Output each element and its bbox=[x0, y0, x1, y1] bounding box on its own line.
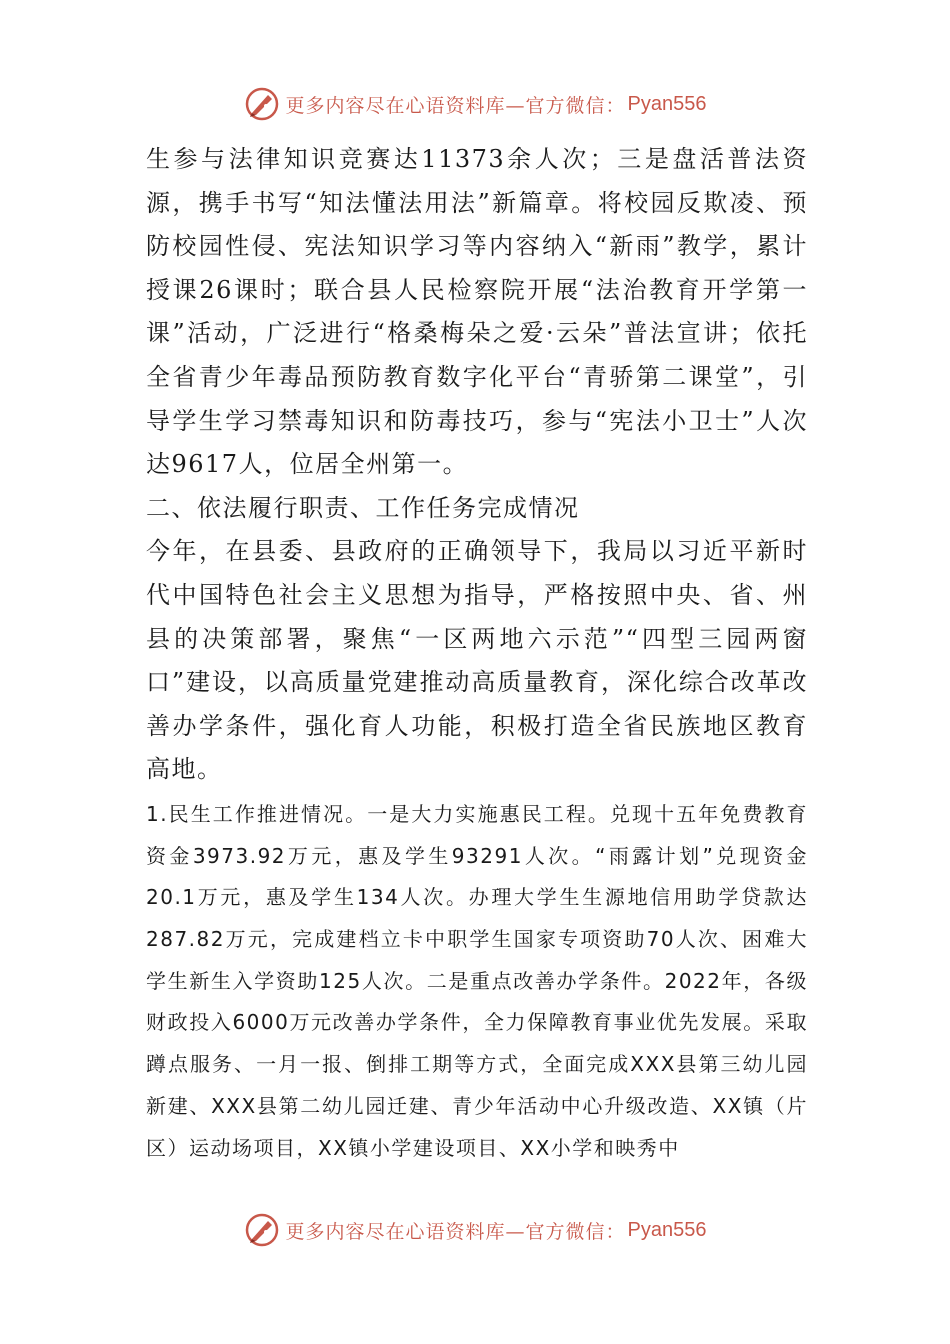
section-heading-2: 二、依法履行职责、工作任务完成情况 bbox=[146, 493, 580, 522]
header-watermark bbox=[0, 84, 950, 124]
paragraph-law-education: 生参与法律知识竞赛达11373余人次；三是盘活普法资源，携手书写“知法懂法用法”新篇章。将校园反欺凌、预防校园性侵、宪法知识学习等内容纳入“新雨”教学，累计授课26课时；联合县人民检察院开展“法治教育开学第一课”活动，广泛进行“格桑梅朵之爱·云朵”普法宣讲；依托全省青少年毒品预防教育数字化平台“青骄第二课堂”，引导学生学习禁毒知识和防毒技巧，参与“宪法小卫士”人次达9617人，位居全州第一。 bbox=[146, 145, 808, 479]
paragraph-livelihood: 1.民生工作推进情况。一是大力实施惠民工程。兑现十五年免费教育资金3973.92万元，惠及学生93291人次。“雨露计划”兑现资金20.1万元，惠及学生134人次。办理大学生生源地信用助学贷款达287.82万元，完成建档立卡中职学生国家专项资助70人次、困难大学生新生入学资助125人次。二是重点改善办学条件。2022年，各级财政投入6000万元改善办学条件，全力保障教育事业优先发展。采取蹲点服务、一月一报、倒排工期等方式，全面完成XXX县第三幼儿园新建、XXX县第二幼儿园迁建、青少年活动中心升级改造、XX镇（片区）运动场项目，XX镇小学建设项目、XX小学和映秀中 bbox=[146, 801, 808, 1160]
pen-logo-icon bbox=[244, 1212, 280, 1248]
watermark-id: Pyan556 bbox=[627, 92, 707, 115]
footer-watermark bbox=[0, 1210, 950, 1250]
pen-logo-icon bbox=[244, 86, 280, 122]
watermark-text: 更多内容尽在心语资料库—官方微信： bbox=[285, 94, 626, 117]
paragraph-intro: 今年，在县委、县政府的正确领导下，我局以习近平新时代中国特色社会主义思想为指导，严格按照中央、省、州县的决策部署，聚焦“一区两地六示范”“四型三园两窗口”建设，以高质量党建推动高质量教育，深化综合改革改善办学条件，强化育人功能，积极打造全省民族地区教育高地。 bbox=[146, 537, 808, 784]
document-body bbox=[146, 138, 808, 1169]
watermark-id: Pyan556 bbox=[627, 1218, 707, 1241]
watermark-text: 更多内容尽在心语资料库—官方微信： bbox=[285, 1220, 626, 1243]
